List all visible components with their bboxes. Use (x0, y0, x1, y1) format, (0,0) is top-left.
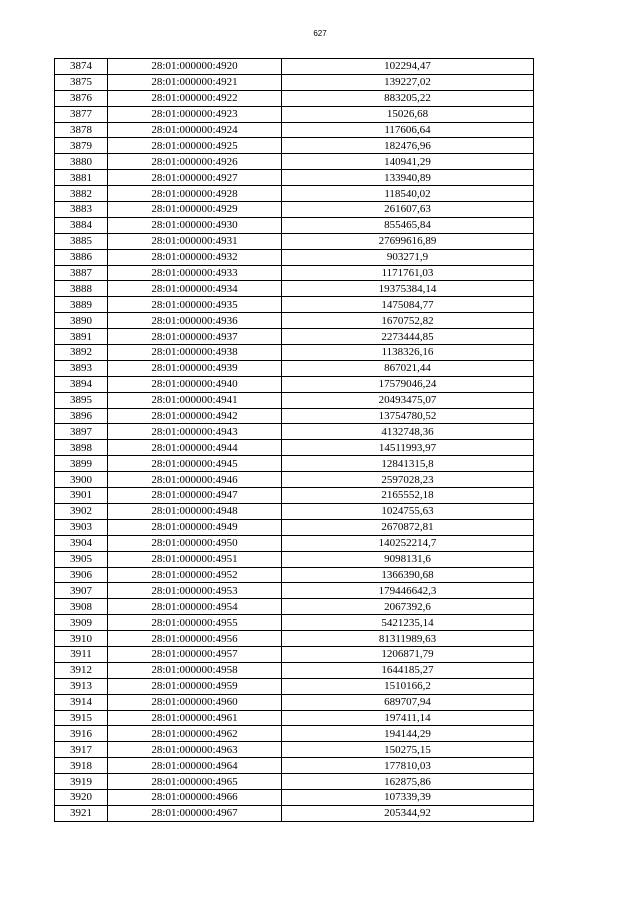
row-number-cell: 3888 (55, 281, 108, 297)
table-row (55, 694, 534, 710)
row-number-cell: 3914 (55, 694, 108, 710)
value-cell: 2165552,18 (282, 488, 534, 504)
row-number-cell: 3877 (55, 106, 108, 122)
row-number-cell: 3879 (55, 138, 108, 154)
cadastral-number-cell: 28:01:000000:4933 (108, 265, 282, 281)
cadastral-number-cell: 28:01:000000:4958 (108, 662, 282, 678)
row-number-cell: 3878 (55, 122, 108, 138)
value-cell: 20493475,07 (282, 392, 534, 408)
table-row (55, 360, 534, 376)
table-row (55, 202, 534, 218)
value-cell: 14511993,97 (282, 440, 534, 456)
row-number-cell: 3918 (55, 758, 108, 774)
row-number-cell: 3917 (55, 742, 108, 758)
cadastral-number-cell: 28:01:000000:4948 (108, 503, 282, 519)
row-number-cell: 3906 (55, 567, 108, 583)
cadastral-number-cell: 28:01:000000:4930 (108, 217, 282, 233)
value-cell: 107339,39 (282, 789, 534, 805)
cadastral-number-cell: 28:01:000000:4964 (108, 758, 282, 774)
row-number-cell: 3920 (55, 789, 108, 805)
cadastral-number-cell: 28:01:000000:4954 (108, 599, 282, 615)
value-cell: 867021,44 (282, 360, 534, 376)
table-row (55, 456, 534, 472)
cadastral-number-cell: 28:01:000000:4966 (108, 789, 282, 805)
table-row (55, 758, 534, 774)
cadastral-number-cell: 28:01:000000:4921 (108, 74, 282, 90)
cadastral-number-cell: 28:01:000000:4922 (108, 90, 282, 106)
table-row (55, 519, 534, 535)
value-cell: 133940,89 (282, 170, 534, 186)
value-cell: 27699616,89 (282, 233, 534, 249)
table-row (55, 599, 534, 615)
cadastral-number-cell: 28:01:000000:4942 (108, 408, 282, 424)
table-row (55, 551, 534, 567)
value-cell: 12841315,8 (282, 456, 534, 472)
row-number-cell: 3919 (55, 774, 108, 790)
row-number-cell: 3882 (55, 186, 108, 202)
row-number-cell: 3881 (55, 170, 108, 186)
cadastral-number-cell: 28:01:000000:4950 (108, 535, 282, 551)
cadastral-number-cell: 28:01:000000:4940 (108, 376, 282, 392)
value-cell: 1475084,77 (282, 297, 534, 313)
table-row (55, 233, 534, 249)
table-row (55, 742, 534, 758)
row-number-cell: 3916 (55, 726, 108, 742)
page-number: 627 (313, 29, 327, 38)
value-cell: 1644185,27 (282, 662, 534, 678)
row-number-cell: 3893 (55, 360, 108, 376)
row-number-cell: 3874 (55, 59, 108, 75)
cadastral-number-cell: 28:01:000000:4931 (108, 233, 282, 249)
table-row (55, 186, 534, 202)
cadastral-number-cell: 28:01:000000:4960 (108, 694, 282, 710)
cadastral-number-cell: 28:01:000000:4956 (108, 631, 282, 647)
cadastral-number-cell: 28:01:000000:4967 (108, 805, 282, 821)
table-row (55, 424, 534, 440)
value-cell: 1138326,16 (282, 345, 534, 361)
value-cell: 117606,64 (282, 122, 534, 138)
table-row (55, 265, 534, 281)
value-cell: 903271,9 (282, 249, 534, 265)
cadastral-number-cell: 28:01:000000:4926 (108, 154, 282, 170)
row-number-cell: 3884 (55, 217, 108, 233)
value-cell: 2670872,81 (282, 519, 534, 535)
table-row (55, 774, 534, 790)
cadastral-number-cell: 28:01:000000:4955 (108, 615, 282, 631)
row-number-cell: 3875 (55, 74, 108, 90)
row-number-cell: 3901 (55, 488, 108, 504)
table-row (55, 583, 534, 599)
value-cell: 81311989,63 (282, 631, 534, 647)
cadastral-number-cell: 28:01:000000:4924 (108, 122, 282, 138)
table-row (55, 726, 534, 742)
cadastral-number-cell: 28:01:000000:4959 (108, 678, 282, 694)
value-cell: 150275,15 (282, 742, 534, 758)
row-number-cell: 3909 (55, 615, 108, 631)
row-number-cell: 3912 (55, 662, 108, 678)
table-row (55, 329, 534, 345)
table-row (55, 297, 534, 313)
value-cell: 883205,22 (282, 90, 534, 106)
value-cell: 13754780,52 (282, 408, 534, 424)
value-cell: 197411,14 (282, 710, 534, 726)
row-number-cell: 3903 (55, 519, 108, 535)
table-row (55, 90, 534, 106)
value-cell: 5421235,14 (282, 615, 534, 631)
value-cell: 177810,03 (282, 758, 534, 774)
cadastral-number-cell: 28:01:000000:4945 (108, 456, 282, 472)
value-cell: 1206871,79 (282, 646, 534, 662)
table-row (55, 249, 534, 265)
row-number-cell: 3894 (55, 376, 108, 392)
row-number-cell: 3876 (55, 90, 108, 106)
table-row (55, 615, 534, 631)
value-cell: 205344,92 (282, 805, 534, 821)
table-row (55, 59, 534, 75)
value-cell: 1366390,68 (282, 567, 534, 583)
value-cell: 15026,68 (282, 106, 534, 122)
table-row (55, 408, 534, 424)
value-cell: 1670752,82 (282, 313, 534, 329)
table-row (55, 503, 534, 519)
table-row (55, 122, 534, 138)
table-row (55, 789, 534, 805)
value-cell: 118540,02 (282, 186, 534, 202)
cadastral-number-cell: 28:01:000000:4934 (108, 281, 282, 297)
value-cell: 4132748,36 (282, 424, 534, 440)
row-number-cell: 3907 (55, 583, 108, 599)
value-cell: 102294,47 (282, 59, 534, 75)
row-number-cell: 3911 (55, 646, 108, 662)
cadastral-number-cell: 28:01:000000:4932 (108, 249, 282, 265)
row-number-cell: 3892 (55, 345, 108, 361)
cadastral-number-cell: 28:01:000000:4952 (108, 567, 282, 583)
cadastral-number-cell: 28:01:000000:4925 (108, 138, 282, 154)
cadastral-number-cell: 28:01:000000:4946 (108, 472, 282, 488)
cadastral-number-cell: 28:01:000000:4944 (108, 440, 282, 456)
value-cell: 182476,96 (282, 138, 534, 154)
value-cell: 2597028,23 (282, 472, 534, 488)
row-number-cell: 3890 (55, 313, 108, 329)
value-cell: 1171761,03 (282, 265, 534, 281)
cadastral-number-cell: 28:01:000000:4947 (108, 488, 282, 504)
cadastral-number-cell: 28:01:000000:4939 (108, 360, 282, 376)
table-row (55, 710, 534, 726)
table-row (55, 805, 534, 821)
value-cell: 140941,29 (282, 154, 534, 170)
row-number-cell: 3891 (55, 329, 108, 345)
row-number-cell: 3902 (55, 503, 108, 519)
row-number-cell: 3886 (55, 249, 108, 265)
row-number-cell: 3915 (55, 710, 108, 726)
row-number-cell: 3910 (55, 631, 108, 647)
value-cell: 689707,94 (282, 694, 534, 710)
value-cell: 194144,29 (282, 726, 534, 742)
value-cell: 2067392,6 (282, 599, 534, 615)
table-row (55, 376, 534, 392)
cadastral-number-cell: 28:01:000000:4920 (108, 59, 282, 75)
cadastral-number-cell: 28:01:000000:4928 (108, 186, 282, 202)
value-cell: 261607,63 (282, 202, 534, 218)
table-row (55, 217, 534, 233)
cadastral-number-cell: 28:01:000000:4935 (108, 297, 282, 313)
cadastral-number-cell: 28:01:000000:4963 (108, 742, 282, 758)
table-row (55, 392, 534, 408)
table-row (55, 345, 534, 361)
value-cell: 855465,84 (282, 217, 534, 233)
cadastral-value-table (54, 58, 534, 822)
row-number-cell: 3897 (55, 424, 108, 440)
table-row (55, 567, 534, 583)
cadastral-number-cell: 28:01:000000:4938 (108, 345, 282, 361)
table-row (55, 535, 534, 551)
cadastral-number-cell: 28:01:000000:4965 (108, 774, 282, 790)
table-row (55, 440, 534, 456)
row-number-cell: 3883 (55, 202, 108, 218)
cadastral-number-cell: 28:01:000000:4957 (108, 646, 282, 662)
cadastral-number-cell: 28:01:000000:4927 (108, 170, 282, 186)
cadastral-number-cell: 28:01:000000:4961 (108, 710, 282, 726)
table-row (55, 138, 534, 154)
cadastral-number-cell: 28:01:000000:4936 (108, 313, 282, 329)
cadastral-number-cell: 28:01:000000:4923 (108, 106, 282, 122)
table-row (55, 106, 534, 122)
cadastral-number-cell: 28:01:000000:4937 (108, 329, 282, 345)
row-number-cell: 3887 (55, 265, 108, 281)
table-row (55, 488, 534, 504)
value-cell: 2273444,85 (282, 329, 534, 345)
row-number-cell: 3889 (55, 297, 108, 313)
value-cell: 1510166,2 (282, 678, 534, 694)
table-row (55, 154, 534, 170)
row-number-cell: 3921 (55, 805, 108, 821)
table-row (55, 170, 534, 186)
value-cell: 139227,02 (282, 74, 534, 90)
row-number-cell: 3895 (55, 392, 108, 408)
value-cell: 140252214,7 (282, 535, 534, 551)
cadastral-number-cell: 28:01:000000:4943 (108, 424, 282, 440)
table-row (55, 313, 534, 329)
cadastral-number-cell: 28:01:000000:4949 (108, 519, 282, 535)
row-number-cell: 3904 (55, 535, 108, 551)
table-row (55, 646, 534, 662)
value-cell: 9098131,6 (282, 551, 534, 567)
value-cell: 17579046,24 (282, 376, 534, 392)
value-cell: 162875,86 (282, 774, 534, 790)
row-number-cell: 3898 (55, 440, 108, 456)
row-number-cell: 3885 (55, 233, 108, 249)
table-row (55, 662, 534, 678)
cadastral-number-cell: 28:01:000000:4962 (108, 726, 282, 742)
value-cell: 1024755,63 (282, 503, 534, 519)
row-number-cell: 3905 (55, 551, 108, 567)
row-number-cell: 3899 (55, 456, 108, 472)
cadastral-number-cell: 28:01:000000:4929 (108, 202, 282, 218)
row-number-cell: 3896 (55, 408, 108, 424)
cadastral-number-cell: 28:01:000000:4953 (108, 583, 282, 599)
row-number-cell: 3913 (55, 678, 108, 694)
table-row (55, 74, 534, 90)
value-cell: 179446642,3 (282, 583, 534, 599)
table-row (55, 631, 534, 647)
row-number-cell: 3900 (55, 472, 108, 488)
table-row (55, 678, 534, 694)
cadastral-number-cell: 28:01:000000:4941 (108, 392, 282, 408)
value-cell: 19375384,14 (282, 281, 534, 297)
cadastral-number-cell: 28:01:000000:4951 (108, 551, 282, 567)
table-body (55, 59, 534, 822)
table-row (55, 472, 534, 488)
table-row (55, 281, 534, 297)
row-number-cell: 3908 (55, 599, 108, 615)
row-number-cell: 3880 (55, 154, 108, 170)
